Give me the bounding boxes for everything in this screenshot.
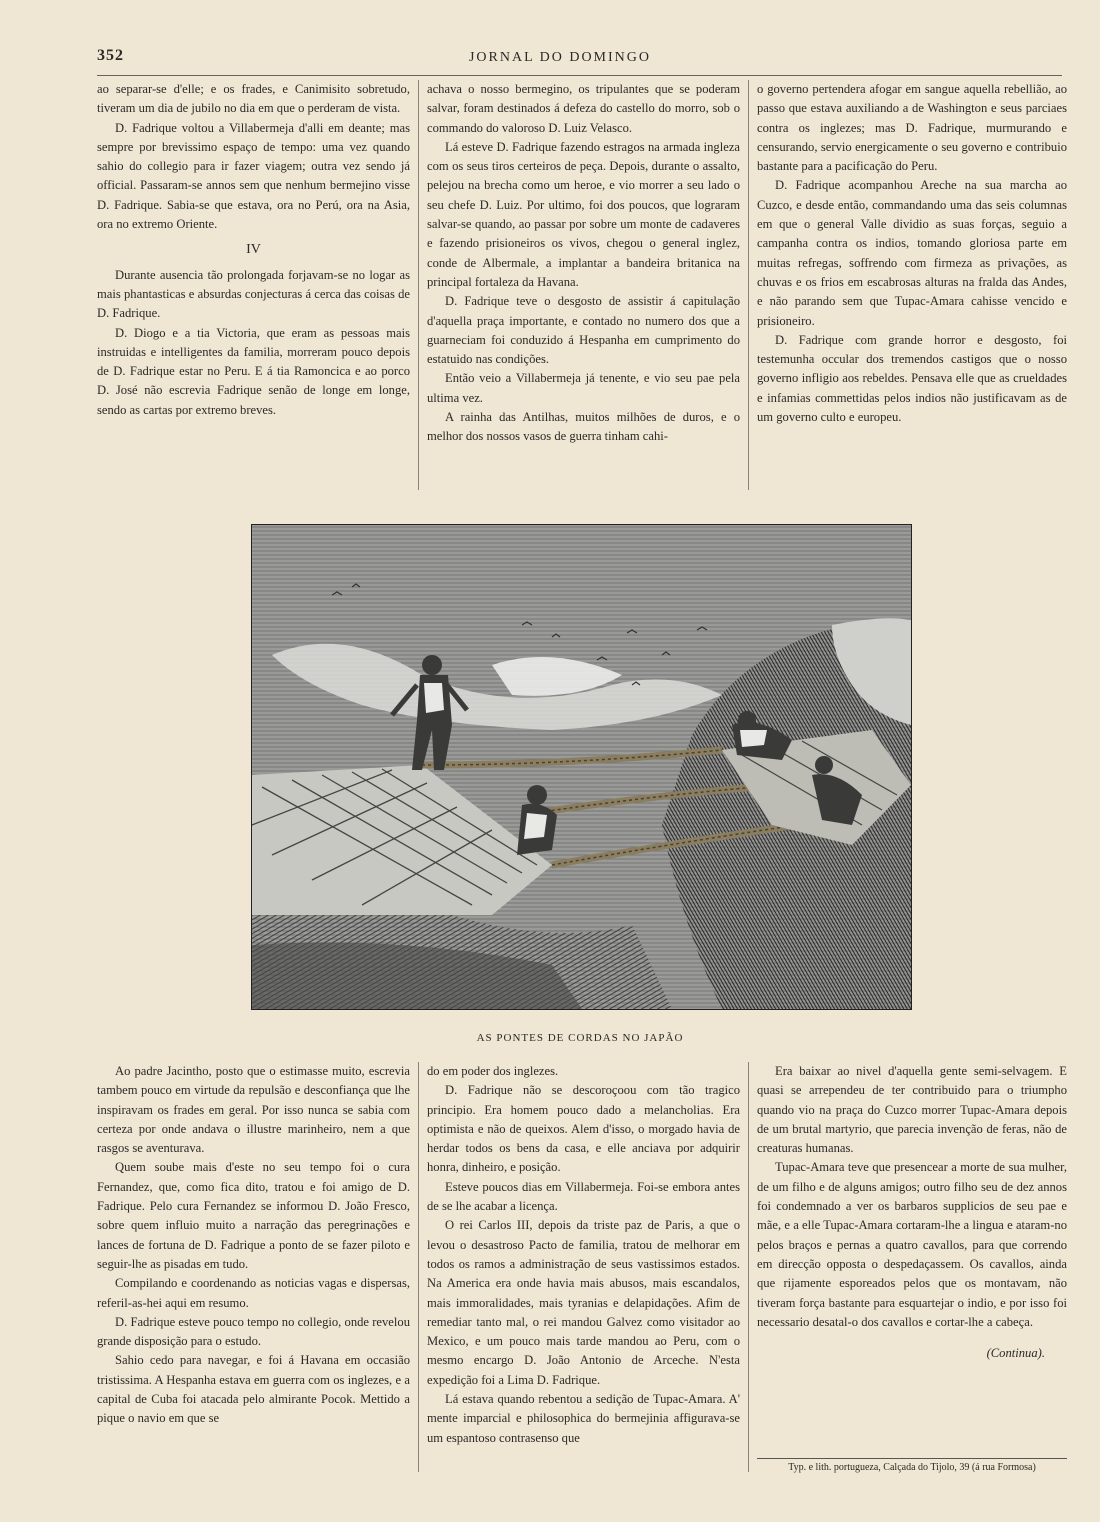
paragraph: D. Fadrique voltou a Villabermeja d'alli em deante; mas sempre por brevissimo espaço de tempo: uma vez quando sahio do collegio para ir fazer viagem; outra vez sendo já official. Passaram-se annos sem que nenhum bermejino visse D. Fadrique. Sabia-se que estava, ora no Perú, ora na Asia, ora no extremo Oriente. [97, 120, 410, 232]
paragraph: Ao padre Jacintho, posto que o estimasse muito, escrevia tambem pouco em virtude da repulsão e desconfiança que lhe inspiravam os frades em geral. Por isso nunca se sabia com certeza por onde andava o illustre marinheiro, nem a que rasgos se aventurava. [97, 1064, 410, 1156]
paragraph: Então veio a Villabermeja já tenente, e vio seu pae pela ultima vez. [427, 371, 740, 405]
header-rule [97, 75, 1062, 76]
paragraph: A rainha das Antilhas, muitos milhões de duros, e o melhor dos nossos vasos de guerra tinham cahi- [427, 410, 740, 444]
page-number: 352 [97, 47, 124, 64]
paragraph: Compilando e coordenando as noticias vagas e dispersas, referil-as-hei aqui em resumo. [97, 1276, 410, 1310]
paragraph: D. Fadrique esteve pouco tempo no collegio, onde revelou grande disposição para o estudo. [97, 1314, 410, 1349]
section-heading: IV [246, 242, 261, 258]
column-divider [748, 1062, 749, 1472]
text-column-bottom-2 [427, 1062, 740, 1448]
paragraph: D. Fadrique com grande horror e desgosto, foi testemunha occular dos tremendos castigos que o nosso governo infligio aos rebeldes. Pensava elle que as crueldades e infamias commettidas pelos indios não justificavam as de um governo culto e europeu. [757, 332, 1067, 425]
illustration-caption: AS PONTES DE CORDAS NO JAPÃO [476, 1032, 684, 1044]
paragraph: D. Diogo e a tia Victoria, que eram as pessoas mais instruidas e intelligentes da familia, morreram pouco depois de D. Fadrique estar no Peru. E á tia Ramoncica e ao porco D. José não escrevia Fadrique senão de longe em longe, sendo as cartas por extremo breves. [97, 325, 410, 417]
paragraph: O rei Carlos III, depois da triste paz de Paris, a que o levou o desastroso Pacto de familia, tratou de melhorar em todos os ramos a administração de seus vastissimos estados. Na America era onde havia mais abusos, mais escandalos, mais immoralidades, mais tyranias e delapidações. Afim de remediar tanto mal, o rei mandou Galvez como visitador ao Mexico, e um pouco mais tarde mandou ao Peru, com o mesmo encargo D. João Antonio de Arceche. N'esta expedição foi a Lima D. Fadrique. [427, 1218, 740, 1387]
paragraph: D. Fadrique teve o desgosto de assistir á capitulação d'aquella praça importante, e contado no numero dos que a guarneciam foi conduzido á Hespanha em cumprimento do estatuido nas condições. [427, 294, 740, 367]
continuation-note: (Continua). [986, 1346, 1045, 1361]
paragraph: Durante ausencia tão prolongada forjavam-se no logar as mais phantasticas e absurdas conjecturas á cerca das coisas de D. Fadrique. [97, 267, 410, 321]
paragraph: Era baixar ao nivel d'aquella gente semi-selvagem. E quasi se arrependeu de ter contribuido para o triumpho quando vio na praça do Cuzco morrer Tupac-Amara depois de um brutal martyrio, que parecia invenção de feras, não de creaturas humanas. [757, 1064, 1067, 1156]
paragraph: Esteve poucos dias em Villabermeja. Foi-se embora antes de se lhe acabar a licença. [427, 1179, 740, 1214]
paragraph: achava o nosso bermegino, os tripulantes que se poderam salvar, foram destinados á defeza do castello do morro, sob o commando do valoroso D. Luiz Velasco. [427, 82, 740, 135]
column-divider [748, 80, 749, 490]
paragraph: Sahio cedo para navegar, e foi á Havana em occasião tristissima. A Hespanha estava em guerra com os inglezes, e a capital de Cuba foi atacada pelo almirante Pocok. Mettido a pique o navio em que se [97, 1353, 410, 1426]
paragraph: Lá esteve D. Fadrique fazendo estragos na armada ingleza com os seus tiros certeiros de peça. Depois, durante o assalto, pelejou na brecha como um heroe, e vio morrer a seu lado o seu chefe D. Luiz. Por ultimo, foi dos poucos, que lograram salvar-se quando, ao passar por sobre um monte de cadaveres e fazendo prisioneiros os vivos, chegou o general inglez, conde de Albermale, a implantar a bandeira britanica na principal fortaleza da Havana. [427, 139, 740, 289]
paragraph: Quem soube mais d'este no seu tempo foi o cura Fernandez, que, como fica dito, tratou e foi amigo de D. Fadrique. Pelo cura Fernandez se informou D. João Fresco, sobre quem influio muito a narração das peregrinações e lances de fortuna de D. Fadrique a ponto de se fazer piloto e seguir-lhe as pisadas em tudo. [97, 1160, 410, 1271]
paragraph: Lá estava quando rebentou a sedição de Tupac-Amara. A' mente imparcial e philosophica do bermejinia affigurava-se um espantoso contrasenso que [427, 1392, 740, 1445]
journal-masthead: JORNAL DO DOMINGO [468, 50, 652, 65]
paragraph: Tupac-Amara teve que presencear a morte de sua mulher, de um filho e de alguns amigos; outro filho seu de dez annos foi condemnado a ver os barbaros supplicios de seu pae e mãe, e a elle Tupac-Amara cortaram-lhe a lingua e ataram-no pelos braços e pernas a quatro cavallos, para que correndo em direcção opposta o despedaçassem. Os cavallos, ainda que rijamente esporeados pelos que os montavam, não tiveram força bastante para esquartejar o indio, e por isso foi necessario desatal-o dos cavallos e cortar-lhe a cabeça. [757, 1160, 1067, 1329]
column-divider [418, 80, 419, 490]
paragraph: o governo pertendera afogar em sangue aquella rebellião, ao passo que estava auxiliando a de Washington e seus parciaes contra os inglezes; mas D. Fadrique, murmurando e censurando, servio energicamente o seu governo e contribuio bastante para a pacificação do Peru. [757, 82, 1067, 174]
paragraph: D. Fadrique não se descoroçoou com tão tragico principio. Era homem pouco dado a melancholias. Era optimista e não de queixos. Alem d'isso, o morgado havia de herdar todos os bens da casa, e elle anciava por adquirir honra, dinheiro, e posição. [427, 1083, 740, 1175]
text-column-top-2 [427, 80, 740, 447]
text-column-bottom-3 [757, 1062, 1067, 1363]
footer-rule [757, 1458, 1067, 1459]
engraving-rope-bridge [251, 524, 912, 1010]
paragraph: do em poder dos inglezes. [427, 1064, 559, 1078]
printer-imprint: Typ. e lith. portugueza, Calçada do Tijolo, 39 (á rua Formosa) [788, 1462, 1036, 1473]
paragraph: D. Fadrique acompanhou Areche na sua marcha ao Cuzco, e desde então, commandando uma das seis columnas em que o general Valle dividio as suas forças, seguio a campanha contra os indios, tomando gloriosa parte em muitas refregas, soffrendo com firmeza as privações, as chuvas e os frios em escabrosas alturas na fralda das Andes, e não parando sem que Tupac-Amara cahisse vencido e prisioneiro. [757, 178, 1067, 328]
column-divider [418, 1062, 419, 1472]
paragraph: ao separar-se d'elle; e os frades, e Canimisito sobretudo, tiveram um dia de jubilo no dia em que o perderam de vista. [97, 82, 410, 116]
text-column-top-3 [757, 80, 1067, 427]
text-column-top-1 [97, 80, 410, 420]
text-column-bottom-1 [97, 1062, 410, 1429]
